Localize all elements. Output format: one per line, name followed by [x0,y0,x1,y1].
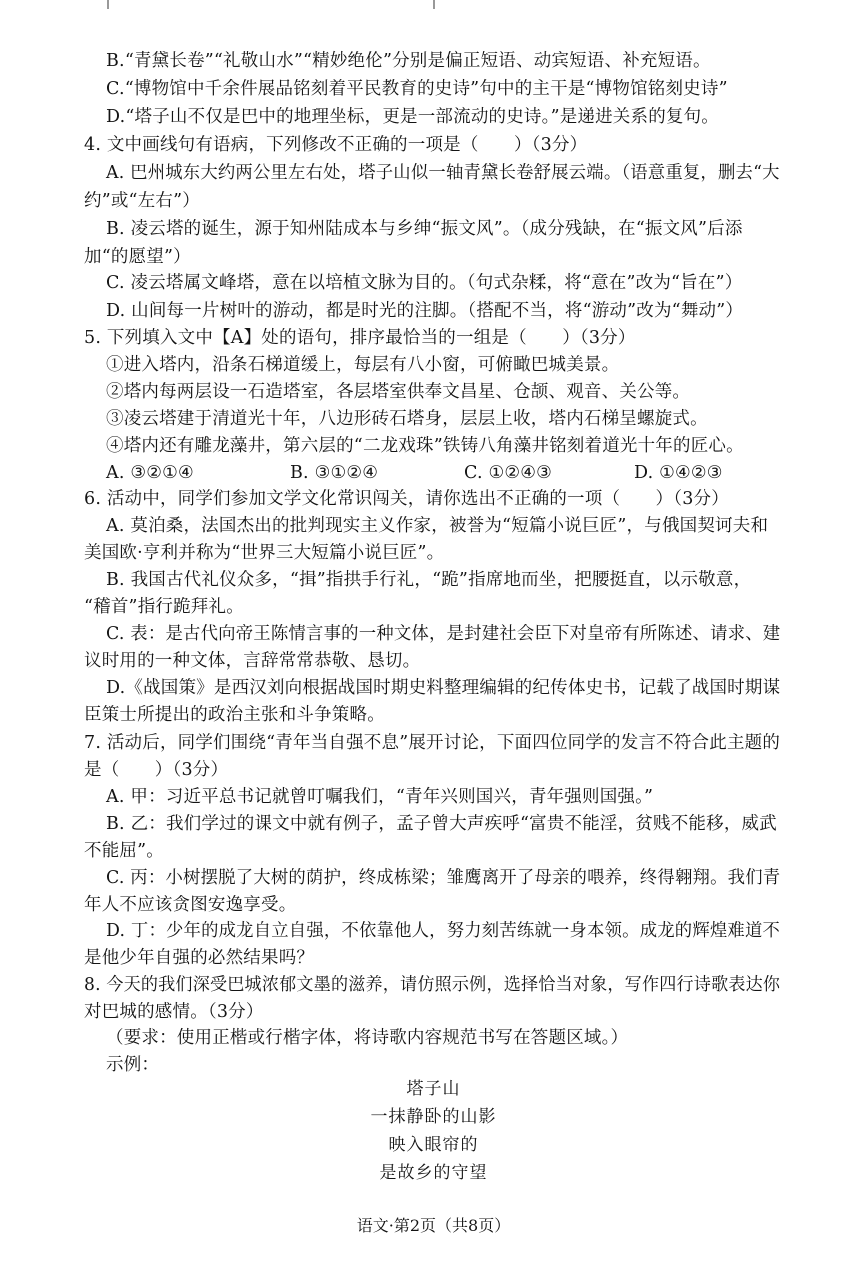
q5-sentence-2: ②塔内每两层设一石造塔室，各层塔室供奉文昌星、仓颉、观音、关公等。 [106,382,691,402]
q7-option-a: A. 甲：习近平总书记就曾叮嘱我们，“青年兴则国兴，青年强则国强。” [106,787,654,807]
q5-sentence-1: ①进入塔内，沿条石梯道缓上，每层有八小窗，可俯瞰巴城美景。 [106,355,620,375]
scan-mark-center [433,0,435,9]
q5-option-c: C. ①②④③ [464,463,553,483]
q7-option-d-cont: 是他少年自强的必然结果吗？ [84,948,315,968]
q7-option-d: D. 丁：少年的成龙自立自强，不依靠他人，努力刻苦练就一身本领。成龙的辉煌难道不 [106,921,781,941]
q6-option-d-cont: 臣策士所提出的政治主张和斗争策略。 [84,705,385,725]
q7-option-b: B. 乙：我们学过的课文中就有例子，孟子曾大声疾呼“富贵不能淫，贫贱不能移，威武 [106,814,777,834]
q4-option-d: D. 山间每一片树叶的游动，都是时光的注脚。（搭配不当，将“游动”改为“舞动”） [106,301,744,321]
scan-mark-left [107,0,109,9]
poem-line: 一抹静卧的山影 [370,1107,497,1127]
poem-line: 映入眼帘的 [388,1135,479,1155]
q8-stem: 8. 今天的我们深受巴城浓郁文墨的滋养，请仿照示例，选择恰当对象，写作四行诗歌表达你 [84,975,781,995]
poem-title: 塔子山 [406,1079,461,1099]
q4-option-a-cont: 约”或“左右”） [84,191,200,211]
q5-sentence-4: ④塔内还有雕龙藻井，第六层的“二龙戏珠”铁铸八角藻井铭刻着道光十年的匠心。 [106,436,744,456]
q3-option-d: D.“塔子山不仅是巴中的地理坐标，更是一部流动的史诗。”是递进关系的复句。 [106,107,720,127]
q4-option-c: C. 凌云塔属文峰塔，意在以培植文脉为目的。（句式杂糅，将“意在”改为“旨在”） [106,273,743,293]
q7-stem: 7. 活动后，同学们围绕“青年当自强不息”展开讨论，下面四位同学的发言不符合此主题的 [84,733,781,753]
poem-line: 是故乡的守望 [379,1163,488,1183]
q8-stem-cont: 对巴城的感情。（3分） [84,1002,264,1022]
q5-sentence-3: ③凌云塔建于清道光十年，八边形砖石塔身，层层上收，塔内石梯呈螺旋式。 [106,409,708,429]
q3-option-c: C.“博物馆中千余件展品铭刻着平民教育的史诗”句中的主干是“博物馆铭刻史诗” [106,79,728,99]
q5-option-b: B. ③①②④ [290,463,379,483]
q5-option-d: D. ①④②③ [634,463,723,483]
q6-option-c-cont: 议时用的一种文体，言辞常常恭敬、恳切。 [84,651,421,671]
q7-stem-cont: 是（ ）（3分） [84,760,229,780]
q6-option-c: C. 表：是古代向帝王陈情言事的一种文体，是封建社会臣下对皇帝有所陈述、请求、建 [106,624,781,644]
q8-example-label: 示例： [106,1055,160,1075]
q5-stem: 5. 下列填入文中【A】处的语句，排序最恰当的一组是（ ）（3分） [84,328,636,348]
q4-stem: 4. 文中画线句有语病，下列修改不正确的一项是（ ）（3分） [84,135,588,155]
q7-option-b-cont: 不能屈”。 [84,841,164,861]
q6-option-a: A. 莫泊桑，法国杰出的批判现实主义作家，被誉为“短篇小说巨匠”，与俄国契诃夫和 [106,516,769,536]
q6-option-b-cont: “稽首”指行跪拜礼。 [84,597,244,617]
q4-option-b: B. 凌云塔的诞生，源于知州陆成本与乡绅“振文风”。（成分残缺，在“振文风”后添 [106,219,743,239]
q6-option-b: B. 我国古代礼仪众多，“揖”指拱手行礼，“跪”指席地而坐，把腰挺直，以示敬意， [106,570,752,590]
q4-option-a: A. 巴州城东大约两公里左右处，塔子山似一轴青黛长卷舒展云端。（语意重复，删去“大 [106,163,780,183]
q7-option-c: C. 丙：小树摆脱了大树的荫护，终成栋梁；雏鹰离开了母亲的喂养，终得翱翔。我们青 [106,868,781,888]
q6-option-a-cont: 美国欧·亨利并称为“世界三大短篇小说巨匠”。 [84,543,445,563]
q4-option-b-cont: 加“的愿望”） [84,247,191,267]
q6-stem: 6. 活动中，同学们参加文学文化常识闯关，请你选出不正确的一项（ ）（3分） [84,489,729,509]
q3-option-b: B.“青黛长卷”“礼敬山水”“精妙绝伦”分别是偏正短语、动宾短语、补充短语。 [106,51,711,71]
q6-option-d: D.《战国策》是西汉刘向根据战国时期史料整理编辑的纪传体史书，记载了战国时期谋 [106,678,781,698]
q7-option-c-cont: 年人不应该贪图安逸享受。 [84,895,297,915]
page-footer: 语文·第2页（共8页） [356,1216,511,1235]
q8-requirement: （要求：使用正楷或行楷字体，将诗歌内容规范书写在答题区域。） [106,1028,629,1048]
q5-option-a: A. ③②①④ [106,463,194,483]
